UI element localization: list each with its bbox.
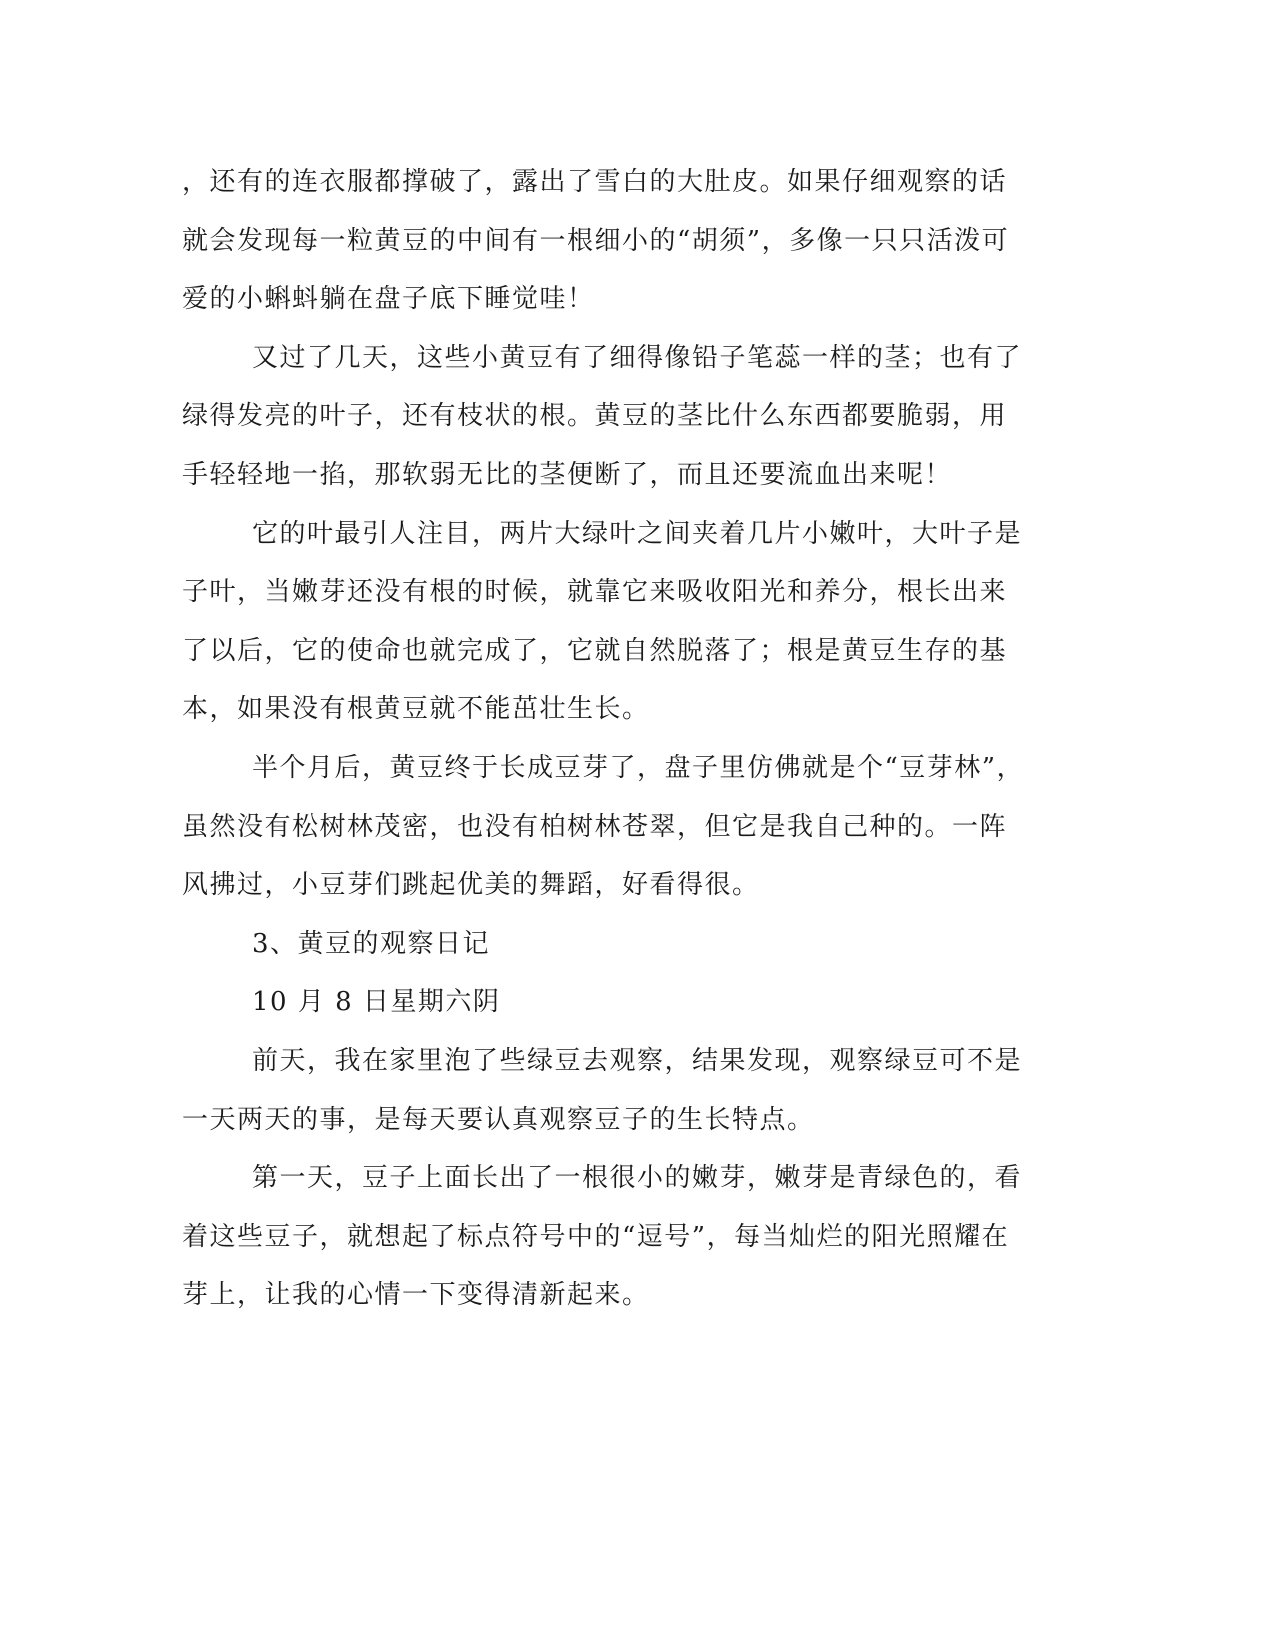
document-body	[182, 153, 1032, 1325]
paragraph-stem-and-roots: 又过了几天，这些小黄豆有了细得像铅子笔蕊一样的茎；也有了绿得发亮的叶子，还有枝状的根。黄豆的茎比什么东西都要脆弱，用手轻轻地一掐，那软弱无比的茎便断了，而且还要流血出来呢！	[182, 342, 1023, 490]
section-heading: 3、黄豆的观察日记	[252, 928, 491, 959]
paragraph-first-day: 第一天，豆子上面长出了一根很小的嫩芽，嫩芽是青绿色的，看着这些豆子，就想起了标点符号中的“逗号”，每当灿烂的阳光照耀在芽上，让我的心情一下变得清新起来。	[182, 1163, 1023, 1311]
paragraph-soaking-beans: 前天，我在家里泡了些绿豆去观察，结果发现，观察绿豆可不是一天两天的事，是每天要认真观察豆子的生长特点。	[182, 1045, 1023, 1135]
paragraph-sprout-forest: 半个月后，黄豆终于长成豆芽了，盘子里仿佛就是个“豆芽林”，虽然没有松树林茂密，也没有柏树林苍翠，但它是我自己种的。一阵风拂过，小豆芽们跳起优美的舞蹈，好看得很。	[182, 752, 1025, 901]
paragraph-continuation: ，还有的连衣服都撑破了，露出了雪白的大肚皮。如果仔细观察的话就会发现每一粒黄豆的中间有一根细小的“胡须”，多像一只只活泼可爱的小蝌蚪躺在盘子底下睡觉哇！	[182, 167, 1010, 315]
paragraph-leaves: 它的叶最引人注目，两片大绿叶之间夹着几片小嫩叶，大叶子是子叶，当嫩芽还没有根的时候，就靠它来吸收阳光和养分，根长出来了以后，它的使命也就完成了，它就自然脱落了；根是黄豆生存的基本，如果没有根黄豆就不能茁壮生长。	[182, 518, 1023, 725]
diary-date: 10 月 8 日星期六阴	[252, 987, 501, 1018]
